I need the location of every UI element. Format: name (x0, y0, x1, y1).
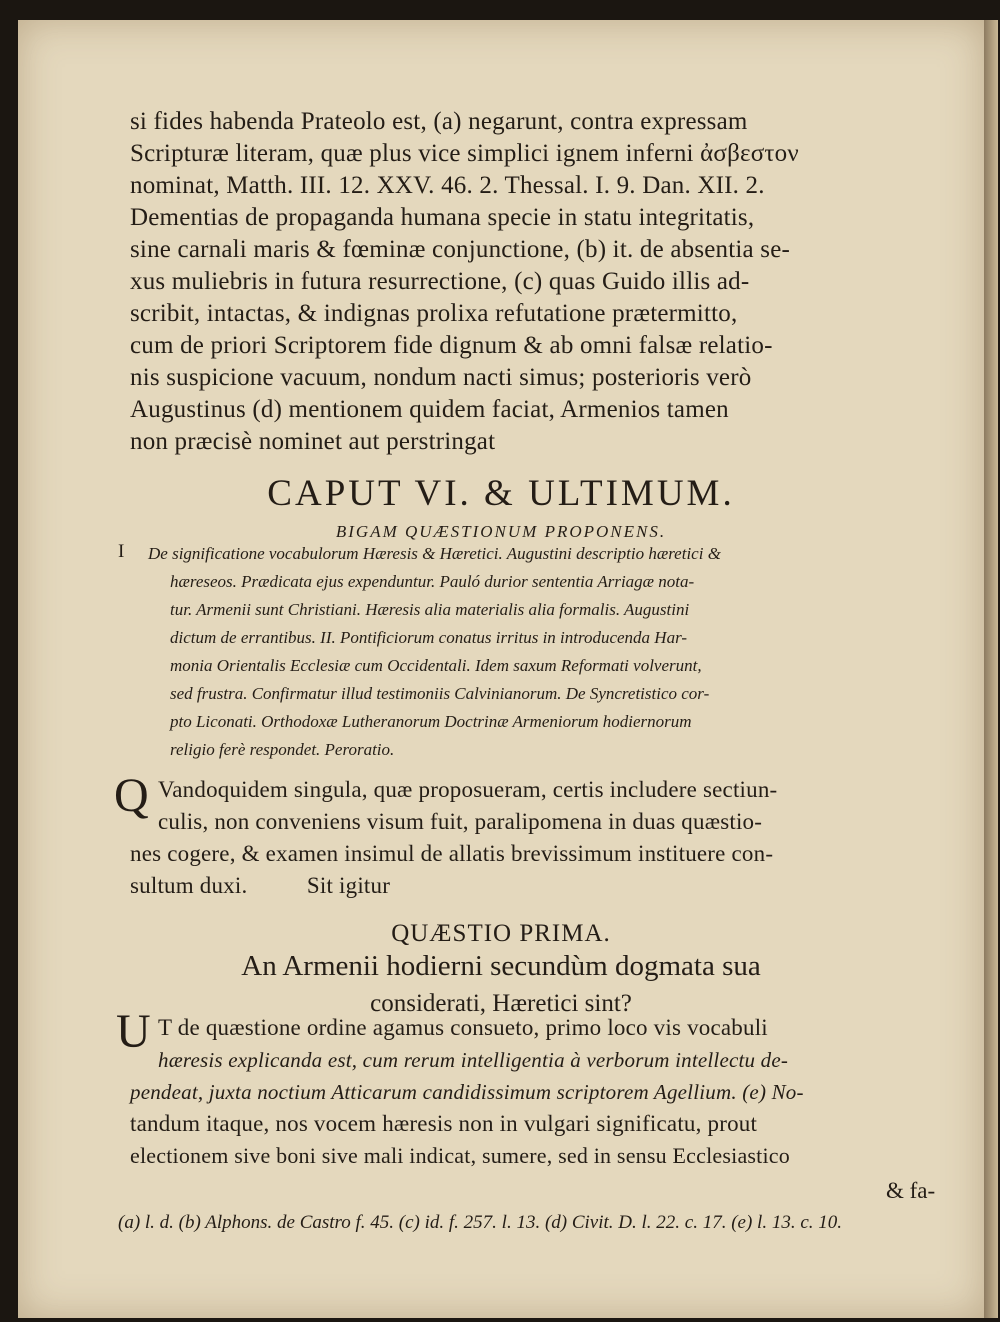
drop-cap: Q (114, 769, 149, 822)
text-line: non præcisè nominet aut perstringat (130, 428, 496, 455)
text-line: nominat, Matth. III. 12. XXV. 46. 2. Thessal. I. 9. Dan. XII. 2. (130, 172, 765, 199)
text-line: T de quæstione ordine agamus consueto, primo loco vis vocabuli (158, 1015, 768, 1040)
text-line: nes cogere, & examen insimul de allatis brevissimum instituere con- (130, 841, 774, 866)
chapter-title: CAPUT VI. & ULTIMUM. (267, 473, 735, 514)
text-line: tandum itaque, nos vocem hæresis non in vulgari significatu, prout (130, 1111, 758, 1136)
text-line: nis suspicione vacuum, nondum nacti simus; posterioris verò (130, 364, 752, 391)
chapter-subtitle: BIGAM QUÆSTIONUM PROPONENS. (335, 522, 667, 541)
text-line: hæresis explicanda est, cum rerum intelligentia à verborum intellectu de- (158, 1048, 789, 1072)
summary-line: De significatione vocabulorum Hæresis & Hæretici. Augustini descriptio hæretici & (148, 544, 721, 563)
summary-line: sed frustra. Confirmatur illud testimoniis Calvinianorum. De Syncretistico cor- (170, 684, 710, 703)
catchword: & fa- (886, 1178, 936, 1203)
question-title: QUÆSTIO PRIMA. (391, 920, 611, 947)
summary-line: monia Orientalis Ecclesiæ cum Occidentali. Idem saxum Reformati volverunt, (170, 656, 702, 675)
text-line: Scripturæ literam, quæ plus vice simplici ignem inferni ἀσβεστον (130, 140, 799, 167)
page-edge (984, 20, 998, 1318)
question-line: considerati, Hæretici sint? (370, 990, 632, 1017)
summary-line: religio ferè respondet. Peroratio. (170, 740, 395, 759)
text-line: sine carnali maris & fœminæ conjunctione, (b) it. de absentia se- (130, 236, 791, 263)
summary-number: I (118, 541, 125, 562)
question-line: An Armenii hodierni secundùm dogmata sua (241, 950, 761, 982)
text-line: Augustinus (d) mentionem quidem faciat, Armenios tamen (130, 396, 729, 423)
text-line: cum de priori Scriptorem fide dignum & ab omni falsæ relatio- (130, 332, 773, 359)
summary-line: dictum de errantibus. II. Pontificiorum conatus irritus in introducenda Har- (170, 628, 688, 647)
text-line: Vandoquidem singula, quæ proposueram, certis includere sectiun- (158, 777, 778, 802)
drop-cap: U (116, 1005, 151, 1058)
text-line: culis, non conveniens visum fuit, paralipomena in duas quæstio- (158, 809, 763, 834)
text-line: si fides habenda Prateolo est, (a) negarunt, contra expressam (130, 108, 748, 135)
text-line: scribit, intactas, & indignas prolixa refutatione prætermitto, (130, 300, 738, 327)
text-line: xus muliebris in futura resurrectione, (c) quas Guido illis ad- (130, 268, 750, 295)
text-line: Dementias de propaganda humana specie in statu integritatis, (130, 204, 755, 231)
text-line: electionem sive boni sive mali indicat, sumere, sed in sensu Ecclesiastico (130, 1143, 790, 1168)
book-page (18, 20, 984, 1318)
summary-line: tur. Armenii sunt Christiani. Hæresis alia materialis alia formalis. Augustini (170, 600, 690, 619)
summary-line: hæreseos. Prædicata ejus expenduntur. Pauló durior sententia Arriagæ nota- (170, 572, 695, 591)
footnotes: (a) l. d. (b) Alphons. de Castro f. 45. (c) id. f. 257. l. 13. (d) Civit. D. l. 22. c. 17. (e) l. 13. c. 10. (118, 1212, 843, 1233)
summary-line: pto Liconati. Orthodoxæ Lutheranorum Doctrinæ Armeniorum hodiernorum (170, 712, 692, 731)
text-line: sultum duxi. Sit igitur (130, 873, 391, 898)
text-line: pendeat, juxta noctium Atticarum candidissimum scriptorem Agellium. (e) No- (130, 1080, 804, 1104)
